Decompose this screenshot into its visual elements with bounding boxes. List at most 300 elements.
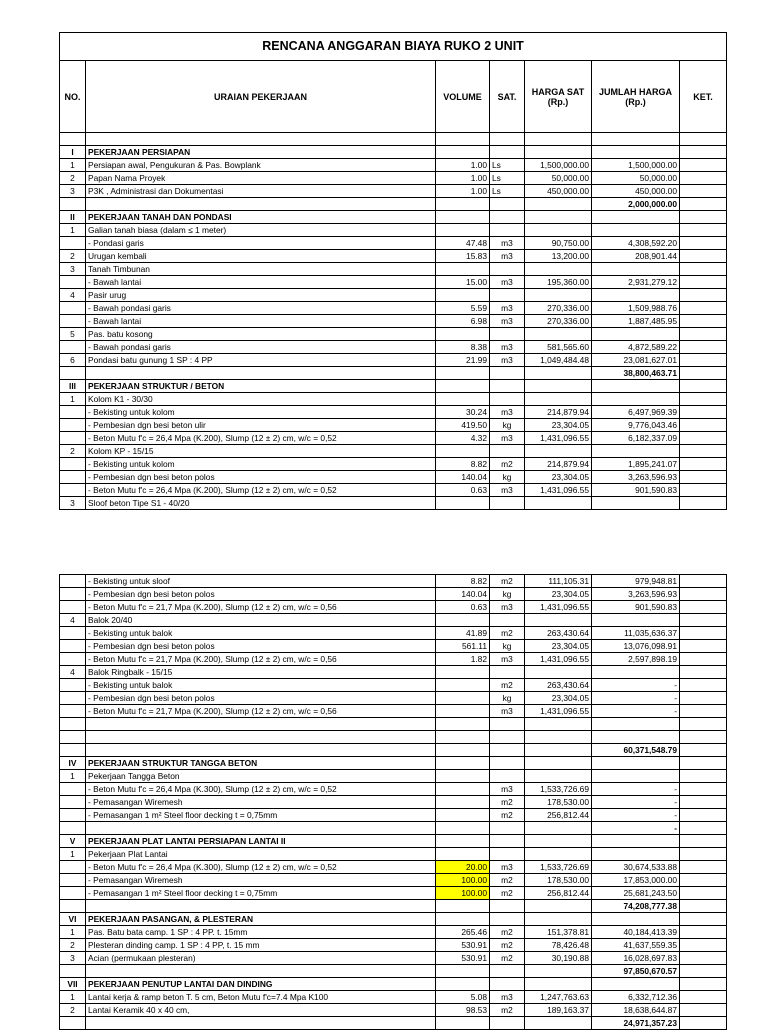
cell-volume: 561.11 bbox=[436, 640, 490, 653]
cell-uraian bbox=[86, 731, 436, 744]
cell-no bbox=[60, 822, 86, 835]
cell-volume: 5.59 bbox=[436, 302, 490, 315]
cell-jumlah-harga: 1,509,988.76 bbox=[592, 302, 680, 315]
table-row bbox=[60, 952, 727, 965]
cell-no bbox=[60, 965, 86, 978]
cell-no bbox=[60, 406, 86, 419]
cell-ket bbox=[680, 653, 727, 666]
table-row bbox=[60, 640, 727, 653]
table-row bbox=[60, 939, 727, 952]
cell-ket bbox=[680, 419, 727, 432]
cell-ket bbox=[680, 575, 727, 588]
cell-harga-sat bbox=[525, 770, 592, 783]
cell-ket bbox=[680, 224, 727, 237]
cell-sat: m2 bbox=[490, 679, 525, 692]
section-header-row bbox=[60, 913, 727, 926]
cell-ket bbox=[680, 354, 727, 367]
cell-uraian bbox=[86, 965, 436, 978]
cell-ket bbox=[680, 1017, 727, 1030]
cell-jumlah-harga bbox=[592, 835, 680, 848]
cell-ket bbox=[680, 484, 727, 497]
cell-jumlah-harga: - bbox=[592, 822, 680, 835]
cell-uraian bbox=[86, 198, 436, 211]
cell-jumlah-harga bbox=[592, 666, 680, 679]
cell-ket bbox=[680, 913, 727, 926]
cell-uraian: Galian tanah biasa (dalam ≤ 1 meter) bbox=[86, 224, 436, 237]
cell-volume bbox=[436, 900, 490, 913]
cell-jumlah-harga bbox=[592, 146, 680, 159]
cell-no bbox=[60, 315, 86, 328]
cell-uraian: Sloof beton Tipe S1 - 40/20 bbox=[86, 497, 436, 510]
cell-jumlah-harga bbox=[592, 328, 680, 341]
cell-no: 5 bbox=[60, 328, 86, 341]
table-row bbox=[60, 393, 727, 406]
cell-harga-sat bbox=[525, 367, 592, 380]
cell-harga-sat: 23,304.05 bbox=[525, 471, 592, 484]
cell-ket bbox=[680, 133, 727, 146]
cell-volume: 530.91 bbox=[436, 952, 490, 965]
cell-jumlah-harga bbox=[592, 393, 680, 406]
cell-no: VII bbox=[60, 978, 86, 991]
cell-sat: m3 bbox=[490, 315, 525, 328]
blank-row bbox=[60, 731, 727, 744]
cell-jumlah-harga: 1,895,241.07 bbox=[592, 458, 680, 471]
cell-ket bbox=[680, 471, 727, 484]
cell-ket bbox=[680, 406, 727, 419]
cell-jumlah-harga bbox=[592, 848, 680, 861]
cell-jumlah-harga: 38,800,463.71 bbox=[592, 367, 680, 380]
header-sat: SAT. bbox=[490, 61, 525, 133]
table-row bbox=[60, 705, 727, 718]
table-row bbox=[60, 861, 727, 874]
cell-ket bbox=[680, 601, 727, 614]
cell-volume bbox=[436, 367, 490, 380]
table-row bbox=[60, 601, 727, 614]
cell-ket bbox=[680, 965, 727, 978]
cell-sat: m2 bbox=[490, 926, 525, 939]
cell-harga-sat bbox=[525, 393, 592, 406]
cell-sat: m3 bbox=[490, 601, 525, 614]
cell-sat bbox=[490, 367, 525, 380]
cell-uraian: - Pemasangan Wiremesh bbox=[86, 796, 436, 809]
cell-harga-sat: 30,190.88 bbox=[525, 952, 592, 965]
cell-sat bbox=[490, 263, 525, 276]
cell-no bbox=[60, 367, 86, 380]
cell-sat: Ls bbox=[490, 172, 525, 185]
cell-harga-sat: 1,431,096.55 bbox=[525, 601, 592, 614]
cell-harga-sat bbox=[525, 133, 592, 146]
cell-uraian: Balok Ringbalk - 15/15 bbox=[86, 666, 436, 679]
cell-uraian: - Bawah pondasi garis bbox=[86, 341, 436, 354]
cell-ket bbox=[680, 991, 727, 1004]
cell-jumlah-harga bbox=[592, 913, 680, 926]
cell-no bbox=[60, 601, 86, 614]
blank-row bbox=[60, 718, 727, 731]
cell-ket bbox=[680, 614, 727, 627]
cell-no bbox=[60, 718, 86, 731]
cell-uraian: - Bekisting untuk kolom bbox=[86, 406, 436, 419]
cell-jumlah-harga: 18,638,644.87 bbox=[592, 1004, 680, 1017]
cell-ket bbox=[680, 328, 727, 341]
cell-jumlah-harga: 3,263,596.93 bbox=[592, 588, 680, 601]
cell-sat: m3 bbox=[490, 406, 525, 419]
cell-volume bbox=[436, 744, 490, 757]
cell-jumlah-harga: 1,500,000.00 bbox=[592, 159, 680, 172]
cell-no bbox=[60, 692, 86, 705]
cell-ket bbox=[680, 861, 727, 874]
cell-volume bbox=[436, 731, 490, 744]
cell-jumlah-harga: 979,948.81 bbox=[592, 575, 680, 588]
cell-ket bbox=[680, 874, 727, 887]
cell-ket bbox=[680, 809, 727, 822]
table-row bbox=[60, 276, 727, 289]
cell-uraian: - Beton Mutu f'c = 26,4 Mpa (K.200), Slump (12 ± 2) cm, w/c = 0,52 bbox=[86, 432, 436, 445]
cell-harga-sat bbox=[525, 835, 592, 848]
cell-no: VI bbox=[60, 913, 86, 926]
table-row bbox=[60, 419, 727, 432]
cell-volume bbox=[436, 705, 490, 718]
table-row bbox=[60, 848, 727, 861]
cell-harga-sat bbox=[525, 744, 592, 757]
cell-no bbox=[60, 887, 86, 900]
cell-jumlah-harga bbox=[592, 497, 680, 510]
cell-harga-sat bbox=[525, 822, 592, 835]
cell-jumlah-harga: 6,497,969.39 bbox=[592, 406, 680, 419]
cell-volume: 98.53 bbox=[436, 1004, 490, 1017]
cell-uraian: PEKERJAAN PERSIAPAN bbox=[86, 146, 436, 159]
header-uraian: URAIAN PEKERJAAN bbox=[86, 61, 436, 133]
cell-volume: 47.48 bbox=[436, 237, 490, 250]
cell-uraian: - Pembesian dgn besi beton ulir bbox=[86, 419, 436, 432]
cell-volume bbox=[436, 263, 490, 276]
cell-ket bbox=[680, 250, 727, 263]
cell-sat bbox=[490, 744, 525, 757]
cell-volume bbox=[436, 289, 490, 302]
table-row bbox=[60, 887, 727, 900]
cell-harga-sat bbox=[525, 900, 592, 913]
cell-harga-sat bbox=[525, 211, 592, 224]
cell-uraian: - Beton Mutu f'c = 21,7 Mpa (K.200), Slump (12 ± 2) cm, w/c = 0,56 bbox=[86, 601, 436, 614]
cell-uraian: - Pembesian dgn besi beton polos bbox=[86, 692, 436, 705]
cell-sat: m3 bbox=[490, 783, 525, 796]
cell-harga-sat: 23,304.05 bbox=[525, 640, 592, 653]
cell-harga-sat: 270,336.00 bbox=[525, 302, 592, 315]
cell-no: 6 bbox=[60, 354, 86, 367]
cell-uraian: - Pembesian dgn besi beton polos bbox=[86, 640, 436, 653]
table-row bbox=[60, 770, 727, 783]
cell-no bbox=[60, 653, 86, 666]
cell-volume bbox=[436, 835, 490, 848]
cell-harga-sat: 111,105.31 bbox=[525, 575, 592, 588]
blank-row bbox=[60, 133, 727, 146]
cell-uraian: Plesteran dinding camp. 1 SP : 4 PP, t. 15 mm bbox=[86, 939, 436, 952]
cell-uraian: - Bawah lantai bbox=[86, 276, 436, 289]
cell-no: 2 bbox=[60, 172, 86, 185]
cell-harga-sat: 90,750.00 bbox=[525, 237, 592, 250]
cell-volume bbox=[436, 965, 490, 978]
cell-no bbox=[60, 861, 86, 874]
cell-no: 1 bbox=[60, 393, 86, 406]
subtotal-row bbox=[60, 1017, 727, 1030]
cell-harga-sat: 1,049,484.48 bbox=[525, 354, 592, 367]
table-row bbox=[60, 302, 727, 315]
cell-sat: kg bbox=[490, 471, 525, 484]
cell-volume bbox=[436, 380, 490, 393]
cell-no: 4 bbox=[60, 289, 86, 302]
cell-sat bbox=[490, 146, 525, 159]
cell-no: 3 bbox=[60, 497, 86, 510]
cell-sat bbox=[490, 1017, 525, 1030]
cell-volume bbox=[436, 757, 490, 770]
cell-jumlah-harga bbox=[592, 978, 680, 991]
cell-volume: 1.00 bbox=[436, 185, 490, 198]
cell-volume bbox=[436, 666, 490, 679]
cell-volume bbox=[436, 783, 490, 796]
cell-sat bbox=[490, 328, 525, 341]
section-header-row bbox=[60, 757, 727, 770]
cell-volume: 4.32 bbox=[436, 432, 490, 445]
cell-harga-sat bbox=[525, 614, 592, 627]
cell-no bbox=[60, 783, 86, 796]
cell-volume: 41.89 bbox=[436, 627, 490, 640]
cell-harga-sat bbox=[525, 328, 592, 341]
cell-sat: Ls bbox=[490, 185, 525, 198]
cell-uraian: Kolom KP - 15/15 bbox=[86, 445, 436, 458]
cell-uraian: Tanah Timbunan bbox=[86, 263, 436, 276]
cell-ket bbox=[680, 835, 727, 848]
cell-jumlah-harga bbox=[592, 731, 680, 744]
cell-volume: 6.98 bbox=[436, 315, 490, 328]
table-row bbox=[60, 289, 727, 302]
cell-harga-sat: 1,431,096.55 bbox=[525, 432, 592, 445]
cell-uraian bbox=[86, 367, 436, 380]
cell-volume bbox=[436, 146, 490, 159]
cell-no bbox=[60, 588, 86, 601]
cell-no bbox=[60, 341, 86, 354]
cell-sat bbox=[490, 445, 525, 458]
cell-volume bbox=[436, 913, 490, 926]
cell-sat bbox=[490, 289, 525, 302]
table-row bbox=[60, 445, 727, 458]
cell-harga-sat: 151,378.81 bbox=[525, 926, 592, 939]
cell-uraian: Pasir urug bbox=[86, 289, 436, 302]
cell-uraian: Lantai kerja & ramp beton T. 5 cm, Beton Mutu f'c=7.4 Mpa K100 bbox=[86, 991, 436, 1004]
cell-harga-sat: 178,530.00 bbox=[525, 796, 592, 809]
cell-no: I bbox=[60, 146, 86, 159]
cell-harga-sat: 13,200.00 bbox=[525, 250, 592, 263]
cell-uraian: - Bekisting untuk balok bbox=[86, 627, 436, 640]
cell-jumlah-harga: 13,076,098.91 bbox=[592, 640, 680, 653]
cell-no bbox=[60, 900, 86, 913]
cell-ket bbox=[680, 458, 727, 471]
cell-no: 2 bbox=[60, 939, 86, 952]
cell-ket bbox=[680, 393, 727, 406]
cell-volume bbox=[436, 679, 490, 692]
cell-jumlah-harga bbox=[592, 380, 680, 393]
cell-jumlah-harga: 17,853,000.00 bbox=[592, 874, 680, 887]
cell-volume: 8.38 bbox=[436, 341, 490, 354]
cell-harga-sat: 1,431,096.55 bbox=[525, 705, 592, 718]
cell-sat bbox=[490, 965, 525, 978]
cell-jumlah-harga: 23,081,627.01 bbox=[592, 354, 680, 367]
cell-sat bbox=[490, 380, 525, 393]
cell-ket bbox=[680, 848, 727, 861]
table-row bbox=[60, 575, 727, 588]
cell-ket bbox=[680, 952, 727, 965]
cell-harga-sat bbox=[525, 1017, 592, 1030]
cell-ket bbox=[680, 770, 727, 783]
cell-no: 2 bbox=[60, 1004, 86, 1017]
cell-no: V bbox=[60, 835, 86, 848]
cell-jumlah-harga: - bbox=[592, 692, 680, 705]
cell-no: II bbox=[60, 211, 86, 224]
cell-harga-sat: 23,304.05 bbox=[525, 588, 592, 601]
cell-uraian: PEKERJAAN STRUKTUR / BETON bbox=[86, 380, 436, 393]
cell-jumlah-harga bbox=[592, 289, 680, 302]
cell-uraian: Pas. batu kosong bbox=[86, 328, 436, 341]
cell-harga-sat: 270,336.00 bbox=[525, 315, 592, 328]
cell-volume bbox=[436, 692, 490, 705]
cell-jumlah-harga bbox=[592, 224, 680, 237]
cell-volume bbox=[436, 614, 490, 627]
cell-sat bbox=[490, 614, 525, 627]
cell-ket bbox=[680, 159, 727, 172]
cell-sat bbox=[490, 900, 525, 913]
section-header-row bbox=[60, 978, 727, 991]
cell-no bbox=[60, 627, 86, 640]
cell-volume bbox=[436, 978, 490, 991]
section-header-row bbox=[60, 146, 727, 159]
cell-uraian: Lantai Keramik 40 x 40 cm, bbox=[86, 1004, 436, 1017]
cell-no bbox=[60, 458, 86, 471]
cell-sat bbox=[490, 978, 525, 991]
cell-sat: m3 bbox=[490, 354, 525, 367]
cell-jumlah-harga bbox=[592, 263, 680, 276]
table-row bbox=[60, 484, 727, 497]
cell-sat bbox=[490, 393, 525, 406]
cell-sat: m2 bbox=[490, 458, 525, 471]
cell-sat: m2 bbox=[490, 887, 525, 900]
cell-uraian: PEKERJAAN PENUTUP LANTAI DAN DINDING bbox=[86, 978, 436, 991]
cell-volume: 1.00 bbox=[436, 172, 490, 185]
cell-sat: kg bbox=[490, 419, 525, 432]
cell-jumlah-harga: 41,637,559.35 bbox=[592, 939, 680, 952]
cell-uraian: Persiapan awal, Pengukuran & Pas. Bowplank bbox=[86, 159, 436, 172]
cell-sat: m2 bbox=[490, 874, 525, 887]
cell-no bbox=[60, 874, 86, 887]
cell-no bbox=[60, 575, 86, 588]
header-harga-sat: HARGA SAT (Rp.) bbox=[525, 61, 592, 133]
table-row bbox=[60, 692, 727, 705]
cell-uraian: - Beton Mutu f'c = 26,4 Mpa (K.200), Slump (12 ± 2) cm, w/c = 0,52 bbox=[86, 484, 436, 497]
cell-ket bbox=[680, 1004, 727, 1017]
cell-harga-sat: 1,431,096.55 bbox=[525, 653, 592, 666]
cell-uraian: - Bekisting untuk kolom bbox=[86, 458, 436, 471]
cell-uraian: PEKERJAAN STRUKTUR TANGGA BETON bbox=[86, 757, 436, 770]
table-row bbox=[60, 341, 727, 354]
cell-sat: kg bbox=[490, 588, 525, 601]
cell-no: 3 bbox=[60, 185, 86, 198]
cell-jumlah-harga bbox=[592, 614, 680, 627]
cell-jumlah-harga: - bbox=[592, 705, 680, 718]
cell-volume bbox=[436, 328, 490, 341]
cell-sat bbox=[490, 133, 525, 146]
cell-uraian: - Bekisting untuk balok bbox=[86, 679, 436, 692]
cell-uraian: - Pondasi garis bbox=[86, 237, 436, 250]
cell-sat: m2 bbox=[490, 796, 525, 809]
cell-harga-sat bbox=[525, 757, 592, 770]
table-row bbox=[60, 224, 727, 237]
cell-volume bbox=[436, 445, 490, 458]
cell-no bbox=[60, 276, 86, 289]
header-no: NO. bbox=[60, 61, 86, 133]
cell-jumlah-harga: 16,028,697.83 bbox=[592, 952, 680, 965]
cell-sat bbox=[490, 835, 525, 848]
cell-ket bbox=[680, 276, 727, 289]
cell-uraian: PEKERJAAN PASANGAN, & PLESTERAN bbox=[86, 913, 436, 926]
cell-volume: 265.46 bbox=[436, 926, 490, 939]
cell-ket bbox=[680, 692, 727, 705]
cell-ket bbox=[680, 640, 727, 653]
document-title: RENCANA ANGGARAN BIAYA RUKO 2 UNIT bbox=[60, 33, 727, 61]
cell-volume bbox=[436, 809, 490, 822]
cell-ket bbox=[680, 679, 727, 692]
cell-volume bbox=[436, 497, 490, 510]
cell-jumlah-harga: 4,308,592.20 bbox=[592, 237, 680, 250]
cell-no bbox=[60, 484, 86, 497]
cell-no: 2 bbox=[60, 445, 86, 458]
cell-ket bbox=[680, 146, 727, 159]
cell-harga-sat bbox=[525, 978, 592, 991]
cell-harga-sat bbox=[525, 718, 592, 731]
cell-uraian: - Bawah lantai bbox=[86, 315, 436, 328]
cell-ket bbox=[680, 705, 727, 718]
cell-harga-sat bbox=[525, 965, 592, 978]
cell-volume bbox=[436, 796, 490, 809]
cell-no: 3 bbox=[60, 952, 86, 965]
cell-sat: m3 bbox=[490, 302, 525, 315]
cell-sat: m3 bbox=[490, 250, 525, 263]
cell-harga-sat bbox=[525, 497, 592, 510]
cell-volume: 20.00 bbox=[436, 861, 490, 874]
cell-volume: 15.00 bbox=[436, 276, 490, 289]
table-row bbox=[60, 237, 727, 250]
cell-no bbox=[60, 419, 86, 432]
cell-ket bbox=[680, 172, 727, 185]
cell-ket bbox=[680, 822, 727, 835]
cell-harga-sat: 256,812.44 bbox=[525, 887, 592, 900]
cell-no: 4 bbox=[60, 614, 86, 627]
cell-uraian: Urugan kembali bbox=[86, 250, 436, 263]
cell-uraian: - Pemasangan Wiremesh bbox=[86, 874, 436, 887]
cell-ket bbox=[680, 237, 727, 250]
cell-no bbox=[60, 640, 86, 653]
cell-harga-sat: 263,430.64 bbox=[525, 679, 592, 692]
cell-volume: 100.00 bbox=[436, 887, 490, 900]
section-header-row bbox=[60, 835, 727, 848]
cell-volume bbox=[436, 1017, 490, 1030]
cell-volume bbox=[436, 198, 490, 211]
cell-jumlah-harga: 25,681,243.50 bbox=[592, 887, 680, 900]
cell-sat bbox=[490, 198, 525, 211]
cell-jumlah-harga: 901,590.83 bbox=[592, 601, 680, 614]
cell-jumlah-harga: 9,776,043.46 bbox=[592, 419, 680, 432]
cell-harga-sat: 1,431,096.55 bbox=[525, 484, 592, 497]
cell-jumlah-harga bbox=[592, 211, 680, 224]
cell-ket bbox=[680, 900, 727, 913]
cell-ket bbox=[680, 588, 727, 601]
cell-sat bbox=[490, 913, 525, 926]
